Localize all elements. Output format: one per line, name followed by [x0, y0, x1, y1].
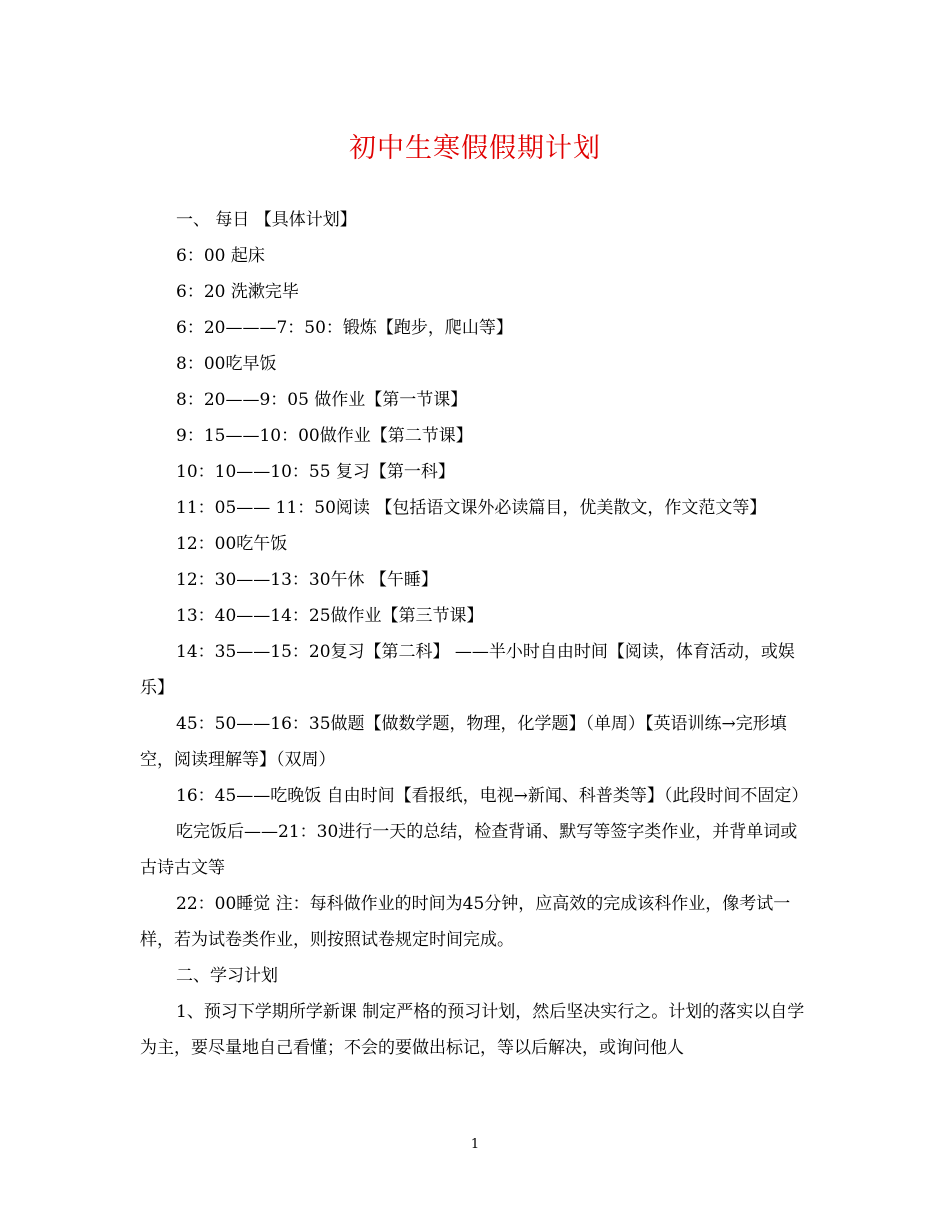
paragraph: 8：20——9：05 做作业【第一节课】 [176, 390, 468, 410]
paragraph: 13：40——14：25做作业【第三节课】 [176, 606, 484, 626]
document-body [140, 202, 812, 1066]
paragraph: 22：00睡觉 注：每科做作业的时间为45分钟，应高效的完成该科作业，像考试一样，若为试卷类作业，则按照试卷规定时间完成。 [140, 894, 791, 950]
paragraph: 11：05—— 11：50阅读 【包括语文课外必读篇目，优美散文，作文范文等】 [176, 498, 767, 518]
paragraph: 12：30——13：30午休 【午睡】 [176, 570, 438, 590]
paragraph: 45：50——16：35做题【做数学题，物理，化学题】（单周）【英语训练→完形填空，阅读理解等】（双周） [140, 714, 787, 770]
paragraph: 一、 每日 【具体计划】 [176, 210, 357, 230]
paragraph: 6：00 起床 [176, 246, 265, 266]
paragraph: 二、学习计划 [176, 966, 278, 986]
paragraph: 6：20 洗漱完毕 [176, 282, 299, 302]
paragraph: 9：15——10：00做作业【第二节课】 [176, 426, 473, 446]
document-title: 初中生寒假假期计划 [349, 133, 601, 164]
paragraph: 吃完饭后——21：30进行一天的总结，检查背诵、默写等签字类作业，并背单词或古诗古文等 [140, 822, 798, 878]
paragraph: 12：00吃午饭 [176, 534, 288, 554]
paragraph: 8：00吃早饭 [176, 354, 277, 374]
page-number: 1 [470, 1137, 480, 1152]
paragraph: 10：10——10：55 复习【第一科】 [176, 462, 455, 482]
paragraph: 16：45——吃晚饭 自由时间【看报纸，电视→新闻、科普类等】（此段时间不固定） [176, 786, 809, 806]
paragraph: 14：35——15：20复习【第二科】 ——半小时自由时间【阅读，体育活动，或娱乐】 [140, 642, 795, 698]
paragraph: 6：20———7：50：锻炼【跑步，爬山等】 [176, 318, 513, 338]
paragraph: 1、预习下学期所学新课 制定严格的预习计划，然后坚决实行之。计划的落实以自学为主，要尽量地自己看懂；不会的要做出标记，等以后解决，或询问他人 [140, 1002, 805, 1058]
